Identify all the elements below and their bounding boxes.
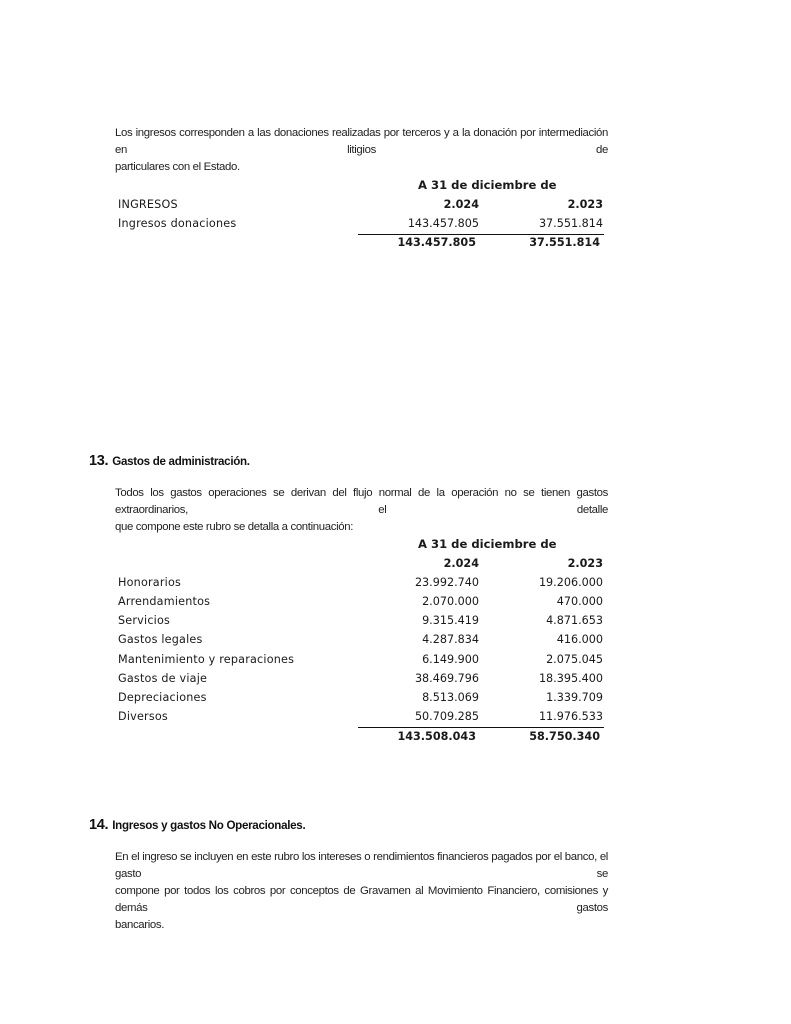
paragraph-line: En el ingreso se incluyen en este rubro los intereses o rendimientos financieros pagados por el banco, el gasto se <box>115 851 608 880</box>
value-2023: 19.206.000 <box>538 576 603 589</box>
row-label: Diversos <box>118 710 168 723</box>
totals-row <box>118 727 608 746</box>
table-row <box>118 611 608 630</box>
value-2024: 2.070.000 <box>422 595 479 608</box>
section-number: 13. <box>89 453 109 469</box>
value-2024: 23.992.740 <box>414 576 479 589</box>
table-row <box>118 630 608 649</box>
section-14-description <box>115 849 608 934</box>
table-row <box>118 669 608 688</box>
section-title: Gastos de administración. <box>112 455 250 468</box>
year-2024-header: 2.024 <box>443 557 479 570</box>
paragraph-line: Todos los gastos operaciones se derivan del flujo normal de la operación no se tienen gastos extraordinarios, el detalle <box>115 487 608 516</box>
paragraph-line: que compone este rubro se detalla a continuación: <box>115 521 354 533</box>
total-2023: 58.750.340 <box>529 730 600 743</box>
row-label: Arrendamientos <box>118 595 211 608</box>
value-2023: 470.000 <box>556 595 603 608</box>
row-label: Servicios <box>118 614 171 627</box>
paragraph-line: particulares con el Estado. <box>115 161 240 173</box>
year-2024-header: 2.024 <box>443 198 479 211</box>
totals-row <box>118 233 608 252</box>
table-header-row <box>118 195 608 214</box>
section-number: 14. <box>89 817 109 833</box>
period-header: A 31 de diciembre de <box>418 178 557 192</box>
paragraph-line: compone por todos los cobros por conceptos de Gravamen al Movimiento Financiero, comisiones y demás gastos <box>115 885 608 914</box>
value-2023: 1.339.709 <box>546 691 603 704</box>
table-row <box>118 214 608 233</box>
year-2023-header: 2.023 <box>567 198 603 211</box>
row-label: Ingresos donaciones <box>118 217 237 230</box>
period-header: A 31 de diciembre de <box>418 537 557 551</box>
total-2024: 143.457.805 <box>397 236 476 249</box>
section-13-description <box>115 485 608 536</box>
table-header-row <box>118 554 608 573</box>
value-2024: 4.287.834 <box>422 633 479 646</box>
paragraph-line: bancarios. <box>115 919 165 931</box>
value-2024: 6.149.900 <box>422 653 479 666</box>
row-label: Gastos legales <box>118 633 203 646</box>
table-row <box>118 573 608 592</box>
total-2024: 143.508.043 <box>397 730 476 743</box>
value-2024: 50.709.285 <box>414 710 479 723</box>
value-2023: 4.871.653 <box>546 614 603 627</box>
row-label: Honorarios <box>118 576 182 589</box>
table-row <box>118 707 608 726</box>
year-2023-header: 2.023 <box>567 557 603 570</box>
value-2023: 416.000 <box>556 633 603 646</box>
row-label: Gastos de viaje <box>118 672 208 685</box>
ingresos-description <box>115 125 608 176</box>
value-2023: 11.976.533 <box>538 710 603 723</box>
value-2024: 8.513.069 <box>422 691 479 704</box>
section-13-heading <box>89 452 250 470</box>
section-label: INGRESOS <box>118 198 178 211</box>
row-label: Depreciaciones <box>118 691 207 704</box>
value-2024: 9.315.419 <box>422 614 479 627</box>
value-2024: 38.469.796 <box>414 672 479 685</box>
row-label: Mantenimiento y reparaciones <box>118 653 295 666</box>
table-row <box>118 650 608 669</box>
section-title: Ingresos y gastos No Operacionales. <box>112 819 306 832</box>
table-row <box>118 688 608 707</box>
value-2024: 143.457.805 <box>407 217 479 230</box>
paragraph-line: Los ingresos corresponden a las donaciones realizadas por terceros y a la donación por intermediación en litigios de <box>115 127 608 156</box>
section-14-heading <box>89 816 305 834</box>
value-2023: 37.551.814 <box>538 217 603 230</box>
table-row <box>118 592 608 611</box>
value-2023: 18.395.400 <box>538 672 603 685</box>
value-2023: 2.075.045 <box>546 653 603 666</box>
total-2023: 37.551.814 <box>529 236 600 249</box>
